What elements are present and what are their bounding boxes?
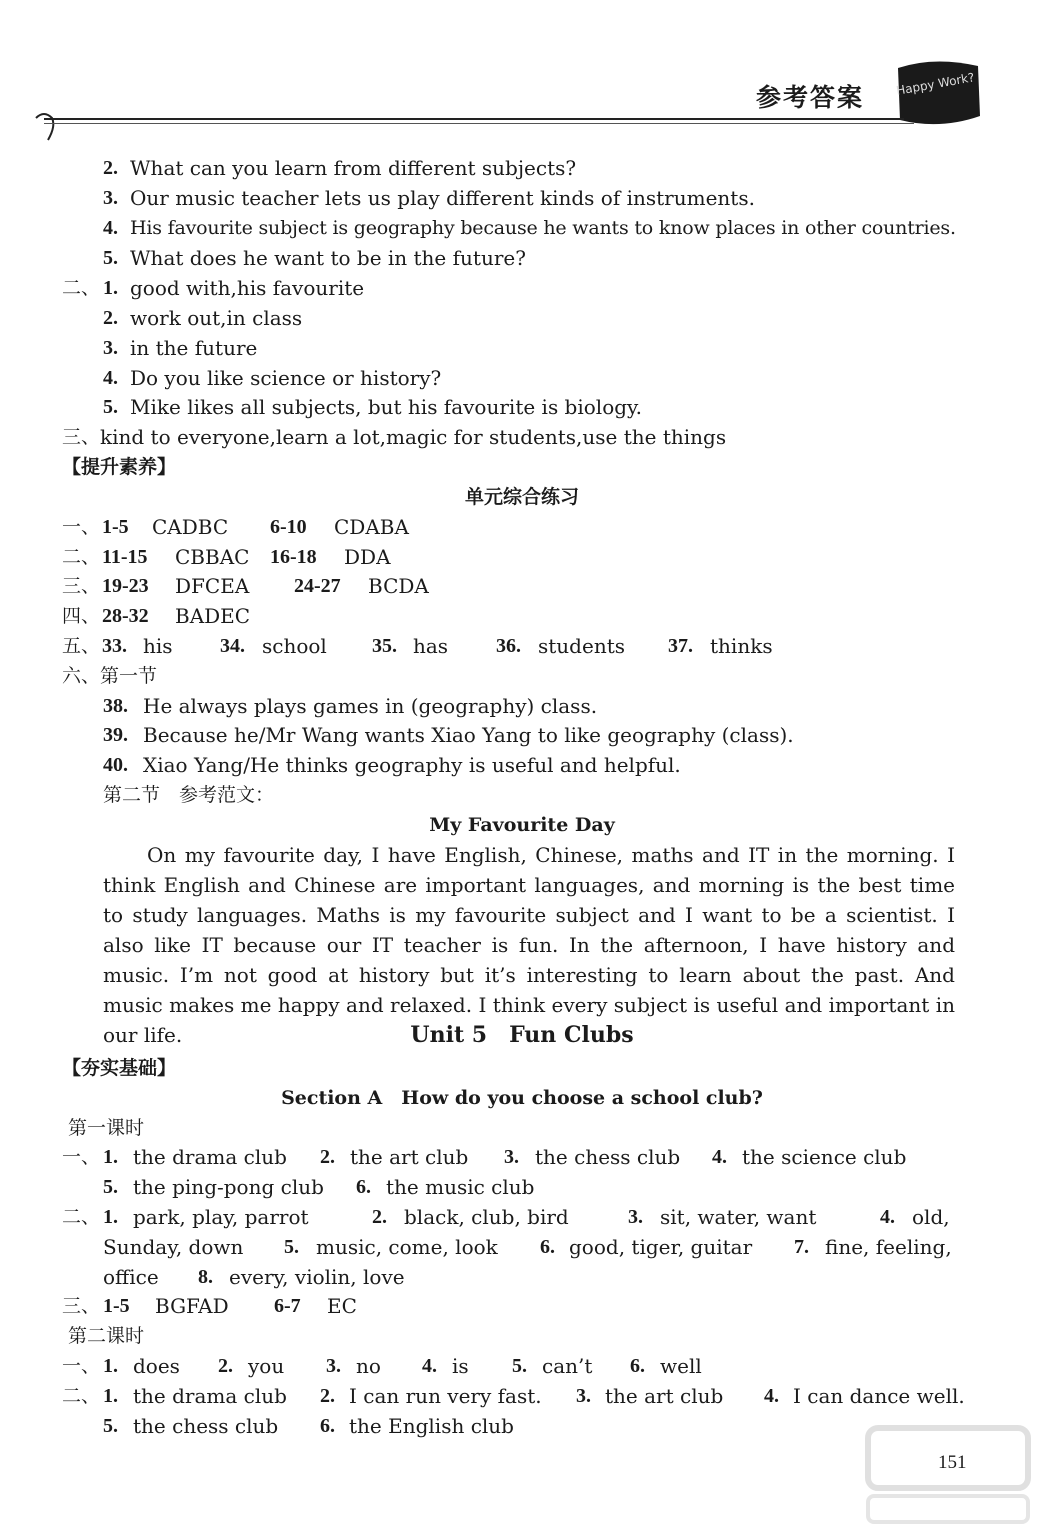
item-number: 2. (320, 1385, 335, 1407)
watermark-icon (858, 1420, 1038, 1530)
part-label: 二、 (62, 277, 101, 299)
item-number: 5. (103, 396, 118, 418)
item-text: the art club (350, 1145, 469, 1169)
item-number: 1. (103, 1146, 118, 1168)
part-label: 二、 (62, 1206, 101, 1228)
item-number: 3. (504, 1146, 519, 1168)
item-number: 3. (103, 337, 118, 359)
item-number: 4. (764, 1385, 779, 1407)
item-text: EC (327, 1294, 357, 1318)
part-label: 三、 (62, 575, 101, 597)
item-number: 2. (320, 1146, 335, 1168)
item-number: 4. (880, 1206, 895, 1228)
item-number: 37. (668, 635, 693, 657)
unit-practice-title: 单元综合练习 (464, 486, 579, 508)
item-text: every, violin, love (229, 1265, 405, 1289)
item-text: He always plays games in (geography) class. (143, 694, 598, 718)
item-text: the English club (349, 1414, 514, 1438)
item-number: 6. (540, 1236, 555, 1258)
item-number: 1-5 (102, 516, 129, 538)
item-text: school (262, 634, 327, 658)
part-label: 一、 (62, 1355, 101, 1377)
item-number: 34. (220, 635, 245, 657)
item-number: 1. (103, 277, 118, 299)
lesson-label: 第二课时 (68, 1325, 145, 1347)
part-label: 四、 (62, 605, 101, 627)
item-text: in the future (130, 336, 258, 360)
item-number: 38. (103, 695, 128, 717)
item-number: 7. (794, 1236, 809, 1258)
item-number: 1. (103, 1206, 118, 1228)
item-text: the art club (605, 1384, 724, 1408)
unit-title: Unit 5 Fun Clubs (410, 1022, 634, 1048)
item-number: 1-5 (103, 1295, 130, 1317)
part-label: 二、 (62, 1385, 101, 1407)
essay-title: My Favourite Day (429, 814, 615, 836)
item-text: BCDA (368, 574, 429, 598)
item-text: thinks (710, 634, 773, 658)
header-badge-icon (894, 58, 984, 130)
item-text: the music club (386, 1175, 535, 1199)
section-heading: 【提升素养】 (62, 456, 177, 478)
part-label: 三、 (62, 426, 101, 448)
item-number: 4. (712, 1146, 727, 1168)
item-text: the chess club (535, 1145, 681, 1169)
item-number: 11-15 (102, 546, 148, 568)
item-number: 4. (103, 217, 118, 239)
item-number: 6-7 (274, 1295, 301, 1317)
section-heading: 【夯实基础】 (62, 1057, 177, 1079)
item-text: Because he/Mr Wang wants Xiao Yang to like geography (class). (143, 723, 794, 747)
item-text: What does he want to be in the future? (130, 246, 526, 270)
part-label: 六、第一节 (62, 665, 158, 687)
item-text: good with,his favourite (130, 276, 365, 300)
header-rule (44, 118, 904, 120)
item-text: Do you like science or history? (130, 366, 442, 390)
item-number: 6. (356, 1176, 371, 1198)
item-text: the science club (742, 1145, 907, 1169)
item-text: is (452, 1354, 469, 1378)
item-number: 3. (628, 1206, 643, 1228)
item-text: students (538, 634, 626, 658)
item-number: 2. (372, 1206, 387, 1228)
item-text: good, tiger, guitar (569, 1235, 753, 1259)
item-number: 19-23 (102, 575, 149, 597)
item-number: 6. (320, 1415, 335, 1437)
item-text: CDABA (334, 515, 409, 539)
item-text: old, (912, 1205, 950, 1229)
item-text: office (103, 1265, 159, 1289)
item-number: 6-10 (270, 516, 307, 538)
part-label: 一、 (62, 1146, 101, 1168)
item-text: Sunday, down (103, 1235, 244, 1259)
essay-body: On my favourite day, I have English, Chinese, maths and IT in the morning. I think English and Chinese are important languages, and morning is the best time to study languages. Maths is my favourite subject and I want to be a scientist. I also like IT because our IT teacher is fun. In the afternoon, I have history and music. I’m not good at history but it’s interesting to learn about the past. And music makes me happy and relaxed. I think every subject is useful and important in our life. (103, 843, 955, 1047)
item-number: 16-18 (270, 546, 317, 568)
item-number: 5. (284, 1236, 299, 1258)
item-text: black, club, bird (404, 1205, 569, 1229)
item-text: DFCEA (175, 574, 250, 598)
item-text: park, play, parrot (133, 1205, 309, 1229)
item-number: 24-27 (294, 575, 341, 597)
flourish-icon (30, 104, 70, 144)
item-text: BGFAD (155, 1294, 229, 1318)
item-text: the drama club (133, 1145, 287, 1169)
part-label: 五、 (62, 635, 101, 657)
item-text: work out,in class (130, 306, 303, 330)
item-number: 3. (326, 1355, 341, 1377)
item-text: fine, feeling, (825, 1235, 952, 1259)
header-rule-thin (44, 123, 914, 124)
item-text: I can run very fast. (349, 1384, 542, 1408)
item-text: the chess club (133, 1414, 279, 1438)
header-title: 参考答案 (756, 83, 865, 112)
item-text: His favourite subject is geography because he wants to know places in other countries. (130, 217, 956, 239)
item-number: 39. (103, 724, 128, 746)
item-text: well (660, 1354, 702, 1378)
item-number: 3. (103, 187, 118, 209)
sub-section-label: 第二节 参考范文： (103, 784, 275, 806)
item-number: 5. (103, 1176, 118, 1198)
badge-text: Happy Work? (895, 70, 976, 98)
item-number: 1. (103, 1355, 118, 1377)
item-number: 5. (103, 1415, 118, 1437)
item-text: his (143, 634, 173, 658)
item-text: music, come, look (316, 1235, 498, 1259)
item-number: 8. (198, 1266, 213, 1288)
item-number: 2. (103, 157, 118, 179)
item-number: 2. (103, 307, 118, 329)
item-number: 5. (512, 1355, 527, 1377)
item-text: sit, water, want (660, 1205, 817, 1229)
item-text: BADEC (175, 604, 251, 628)
item-text: CBBAC (175, 545, 250, 569)
item-text: Our music teacher lets us play different kinds of instruments. (130, 186, 755, 210)
item-number: 36. (496, 635, 521, 657)
item-text: DDA (344, 545, 391, 569)
part-label: 三、 (62, 1295, 101, 1317)
item-number: 6. (630, 1355, 645, 1377)
item-number: 4. (103, 367, 118, 389)
item-number: 5. (103, 247, 118, 269)
part-label: 二、 (62, 546, 101, 568)
item-text: you (248, 1354, 285, 1378)
item-number: 35. (372, 635, 397, 657)
item-text: can’t (542, 1354, 593, 1378)
item-number: 2. (218, 1355, 233, 1377)
lesson-label: 第一课时 (68, 1117, 145, 1139)
item-text: does (133, 1354, 180, 1378)
item-text: Xiao Yang/He thinks geography is useful and helpful. (143, 753, 681, 777)
item-number: 1. (103, 1385, 118, 1407)
page-number: 151 (938, 1452, 967, 1473)
item-number: 28-32 (102, 605, 149, 627)
item-text: no (356, 1354, 381, 1378)
item-text: has (413, 634, 449, 658)
item-number: 40. (103, 754, 128, 776)
item-number: 33. (102, 635, 127, 657)
section-a-title: Section A How do you choose a school club? (281, 1087, 763, 1109)
part-label: 一、 (62, 516, 101, 538)
item-text: kind to everyone,learn a lot,magic for students,use the things (100, 425, 727, 449)
item-text: I can dance well. (793, 1384, 965, 1408)
item-text: the ping-pong club (133, 1175, 324, 1199)
item-text: What can you learn from different subjects? (130, 156, 577, 180)
item-text: Mike likes all subjects, but his favourite is biology. (130, 395, 643, 419)
item-number: 4. (422, 1355, 437, 1377)
item-text: CADBC (152, 515, 229, 539)
item-text: the drama club (133, 1384, 287, 1408)
item-number: 3. (576, 1385, 591, 1407)
